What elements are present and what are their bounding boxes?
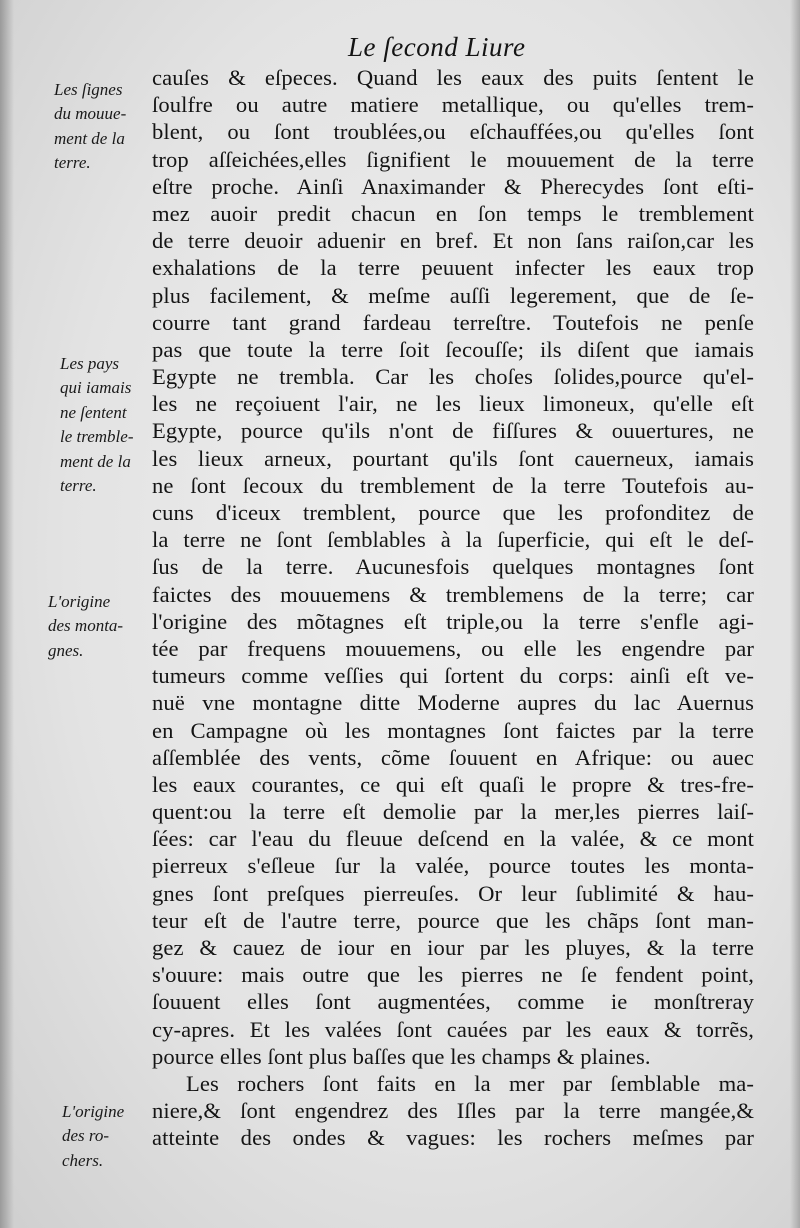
- text-line: plus facilement, & meſme auſſi legerement, que de ſe-: [152, 282, 754, 308]
- text-line: de terre deuoir aduenir en bref. Et non ſans raiſon,car les: [152, 228, 754, 254]
- text-line: faictes des mouuemens & tremblemens de la terre; car: [152, 581, 754, 607]
- text-line: les lieux arneux, pourtant qu'ils ſont cauerneux, iamais: [152, 445, 754, 471]
- margin-note-line: ne ſentent: [60, 402, 127, 422]
- margin-note-line: ment de la: [60, 451, 131, 471]
- main-text-block: [152, 64, 754, 1152]
- text-line: pas que toute la terre ſoit ſecouſſe; ils diſent que iamais: [152, 336, 754, 362]
- text-line: aſſemblée des vents, cõme ſouuent en Afrique: ou auec: [152, 744, 754, 770]
- text-line: la terre ne ſont ſemblables à la ſuperficie, qui eſt le deſ-: [152, 527, 754, 553]
- text-line: ſoulfre ou autre matiere metallique, ou qu'elles trem-: [152, 92, 754, 118]
- text-line: l'origine des mõtagnes eſt triple,ou la terre s'enfle agi-: [152, 608, 754, 634]
- margin-note-line: L'origine: [48, 592, 111, 611]
- margin-note-line: Les pays: [60, 354, 120, 373]
- text-line: Egypte, pource qu'ils n'ont de fiſſures & ouuertures, ne: [152, 418, 754, 444]
- text-line: Les rochers ſont faits en la mer par ſemblable ma-: [186, 1070, 754, 1096]
- text-line: Egypte ne trembla. Car les choſes ſolides,pource qu'el-: [152, 364, 754, 390]
- text-line: tée par frequens mouuemens, ou elle les engendre par: [152, 635, 754, 661]
- margin-note-line: des monta-: [48, 616, 124, 636]
- text-line: en Campagne où les montagnes ſont faictes par la terre: [152, 717, 754, 743]
- text-line: eſtre proche. Ainſi Anaximander & Pherecydes ſont eſti-: [152, 173, 754, 199]
- text-line: les eaux courantes, ce qui eſt quaſi le propre & tres-fre-: [152, 771, 754, 797]
- text-line: courre tant grand fardeau terreſtre. Toutefois ne penſe: [152, 309, 754, 335]
- margin-note-line: L'origine: [62, 1102, 125, 1121]
- text-line: ſus de la terre. Aucunesfois quelques montagnes ſont: [152, 554, 754, 580]
- margin-note-line: chers.: [62, 1150, 104, 1170]
- text-line: mez auoir predit chacun en ſon temps le tremblement: [152, 200, 754, 226]
- margin-note-line: terre.: [54, 153, 91, 173]
- text-line: teur eſt de l'autre terre, pource que les chãps ſont man-: [152, 907, 754, 933]
- text-line: trop aſſeichées,elles ſignifient le mouuement de la terre: [152, 146, 754, 172]
- text-line: pierreux s'eſleue ſur la valée, pource toutes les monta-: [152, 853, 754, 879]
- text-line: nuë vne montagne ditte Moderne aupres du lac Auernus: [152, 690, 754, 716]
- text-line: atteinte des ondes & vagues: les rochers meſmes par: [152, 1125, 754, 1151]
- text-line: pource elles ſont plus baſſes que les champs & plaines.: [152, 1043, 651, 1069]
- margin-note-line: qui iamais: [60, 378, 132, 398]
- text-line: gnes ſont preſques pierreuſes. Or leur ſublimité & hau-: [152, 880, 754, 906]
- margin-note: [60, 352, 160, 498]
- margin-note: [62, 1100, 162, 1173]
- margin-note-line: terre.: [60, 476, 97, 496]
- text-line: tumeurs comme veſſies qui ſortent du corps: ainſi eſt ve-: [152, 663, 754, 689]
- running-head: Le ſecond Liure: [348, 32, 526, 62]
- text-line: cy-apres. Et les valées ſont cauées par les eaux & torrẽs,: [152, 1016, 754, 1042]
- text-line: ſées: car l'eau du fleuue deſcend en la valée, & ce mont: [152, 826, 754, 852]
- margin-note-line: des ro-: [62, 1126, 110, 1146]
- margin-note-line: gnes.: [48, 640, 84, 660]
- margin-note-line: ment de la: [54, 128, 125, 148]
- text-line: blent, ou ſont troublées,ou eſchauffées,ou qu'elles ſont: [152, 119, 754, 145]
- margin-note: [54, 78, 154, 176]
- text-line: cauſes & eſpeces. Quand les eaux des puits ſentent le: [152, 65, 754, 90]
- text-line: cuns d'iceux tremblent, pource que les profonditez de: [152, 500, 754, 525]
- text-line: les ne reçoiuent l'air, ne les lieux limoneux, qu'elle eſt: [152, 391, 754, 417]
- margin-note: [48, 590, 148, 663]
- text-line: ſouuent elles ſont augmentées, comme ie monſtreray: [152, 989, 754, 1015]
- text-line: s'ouure: mais outre que les pierres ne ſe fendent point,: [152, 962, 754, 988]
- text-line: niere,& ſont engendrez des Iſles par la terre mangée,&: [152, 1098, 754, 1124]
- text-line: quent:ou la terre eſt demolie par la mer,les pierres laiſ-: [152, 799, 754, 825]
- text-line: ne ſont ſecoux du tremblement de la terre Toutefois au-: [152, 472, 754, 498]
- margin-note-line: du mouue-: [54, 104, 127, 124]
- margin-note-line: Les ſignes: [54, 80, 123, 99]
- text-line: gez & cauez de iour en iour par les pluyes, & la terre: [152, 935, 754, 960]
- text-line: exhalations de la terre peuuent infecter les eaux trop: [152, 255, 754, 281]
- margin-note-line: le tremble-: [60, 427, 134, 447]
